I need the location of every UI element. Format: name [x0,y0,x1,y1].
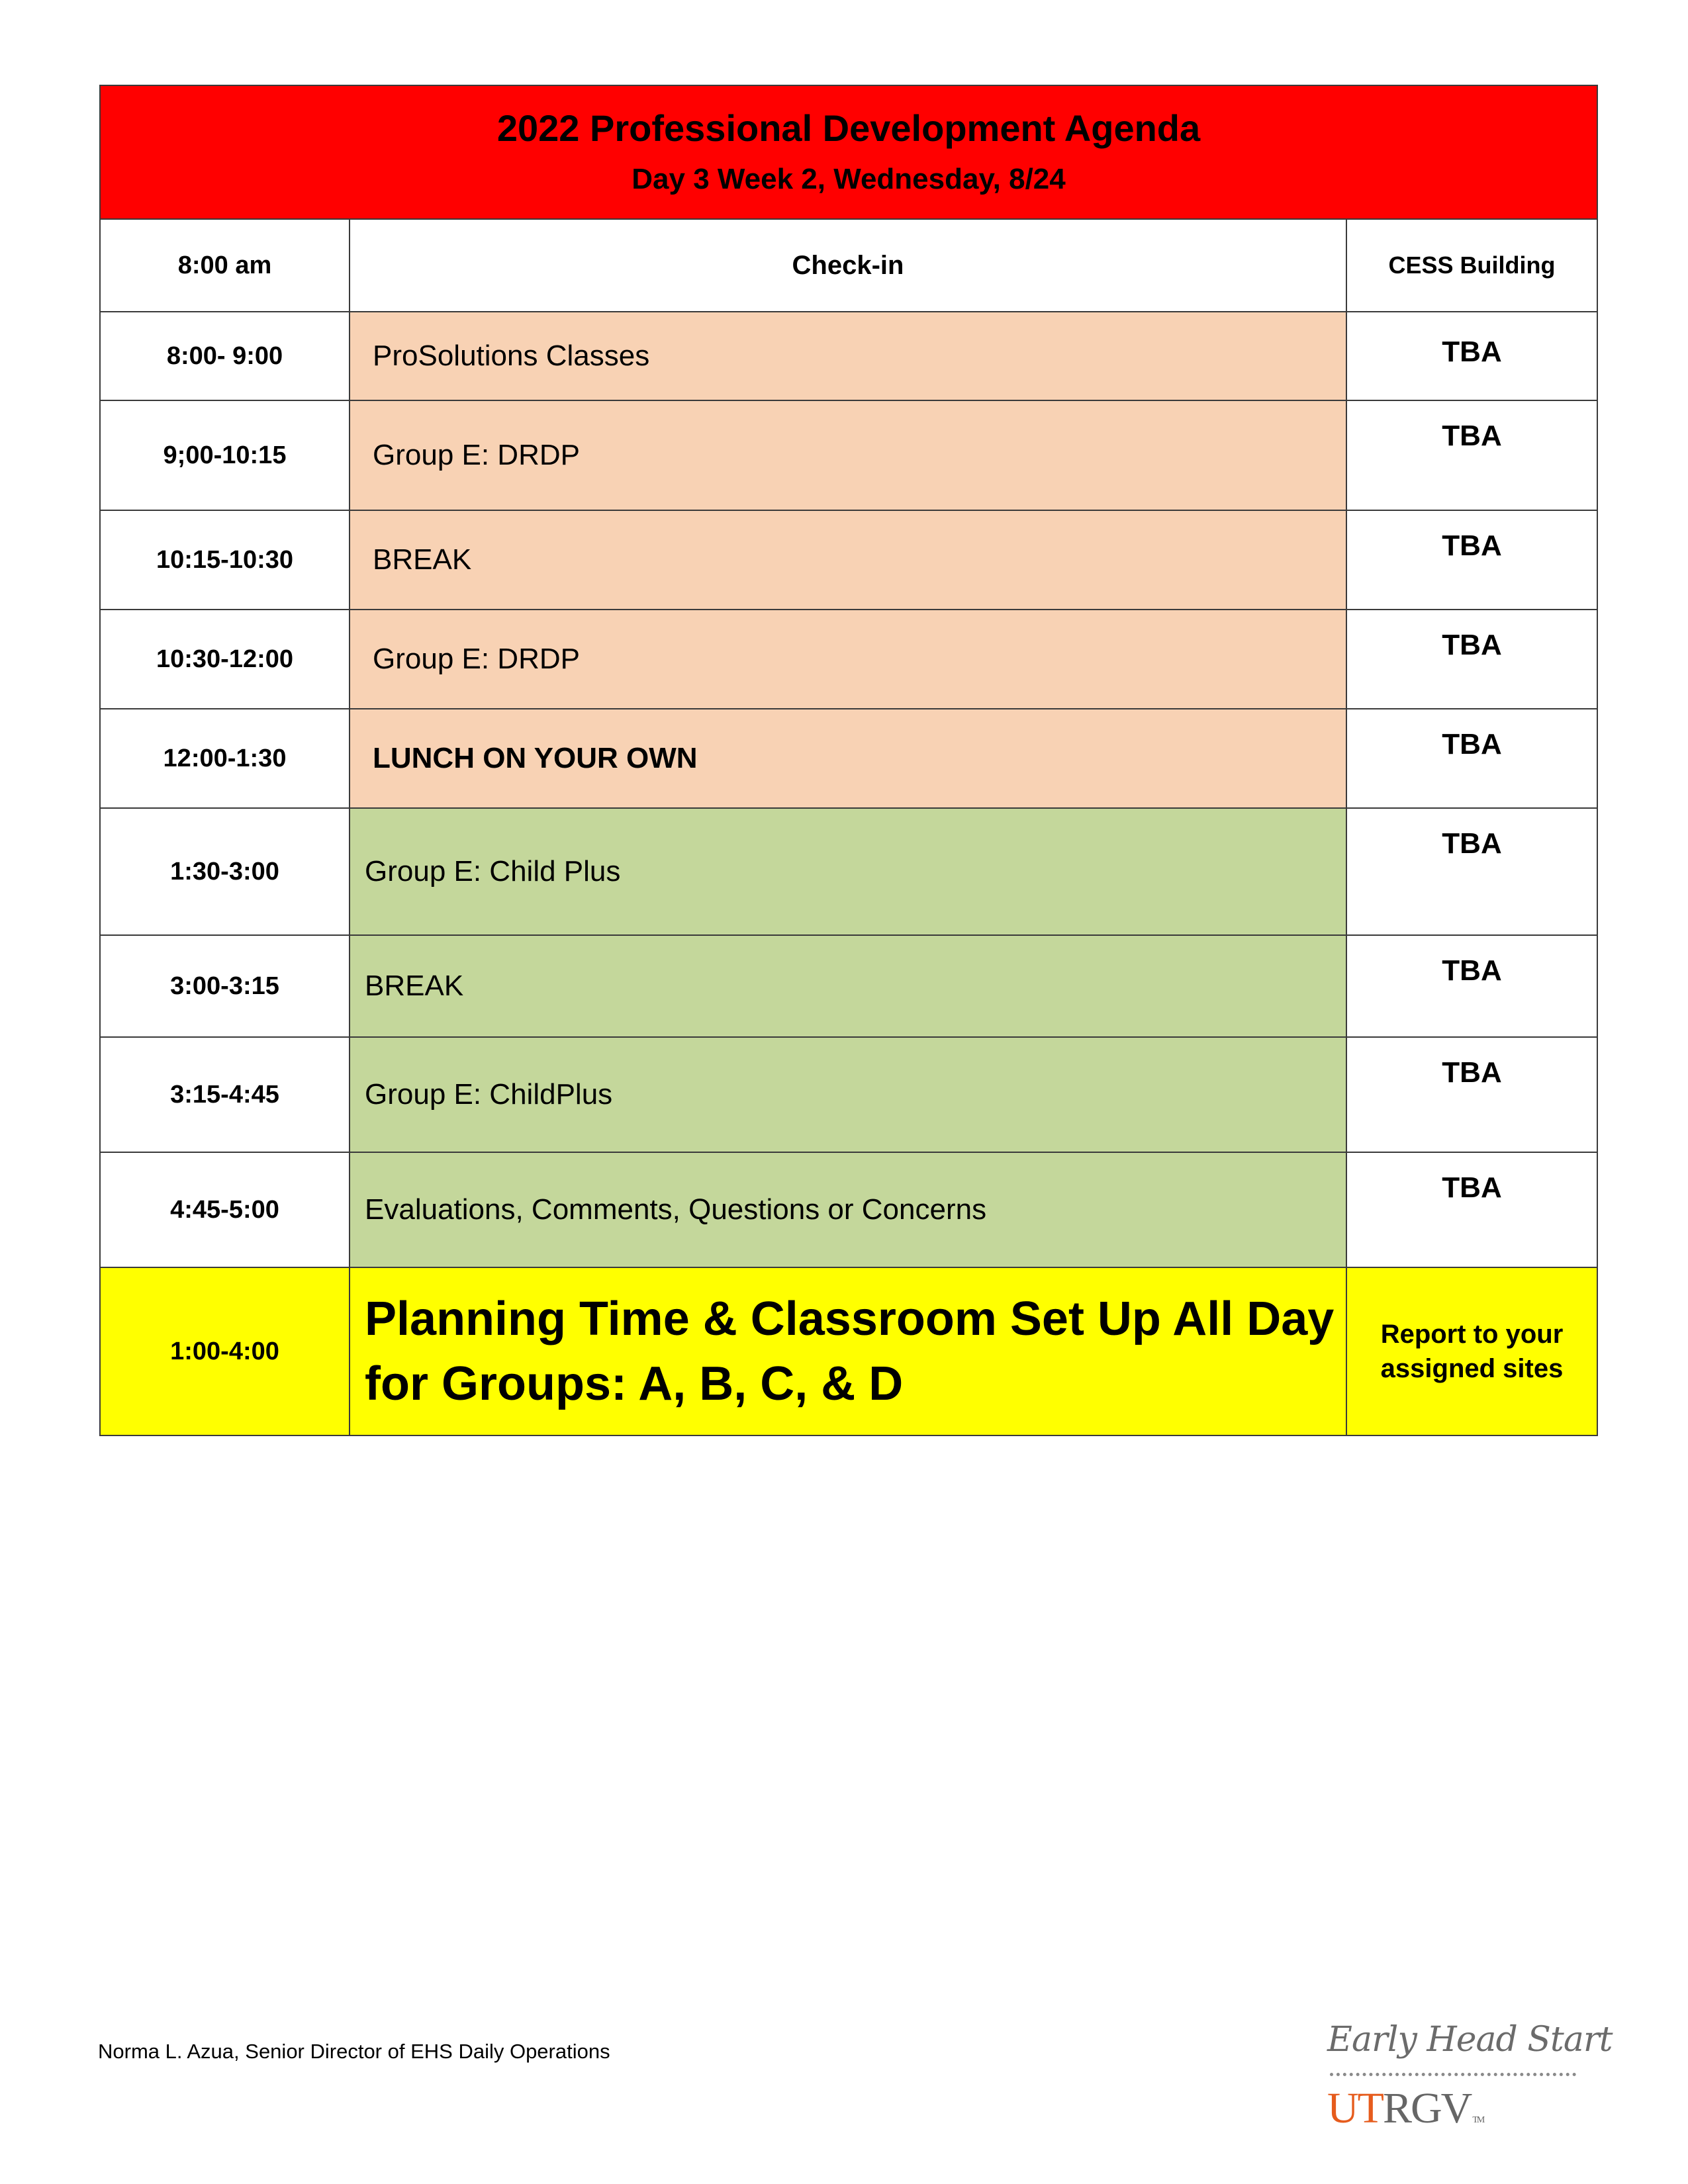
table-row [100,935,1597,1037]
logo-trademark: TM [1472,2115,1484,2125]
row-location-text: TBA [1442,336,1502,368]
table-row-planning [100,1267,1597,1435]
row-location: Report to your assigned sites [1346,1267,1597,1435]
table-row [100,1037,1597,1152]
logo-dotted-divider [1330,2073,1576,2076]
row-time: 12:00-1:30 [100,709,350,808]
row-activity: Group E: DRDP [350,610,1346,709]
row-activity: Planning Time & Classroom Set Up All Day for Groups: A, B, C, & D [350,1267,1346,1435]
row-location-text: TBA [1442,420,1502,452]
logo-rgv: RGV [1382,2084,1472,2132]
row-location [1346,610,1597,709]
logo-ut: UT [1327,2084,1383,2132]
row-location-text: TBA [1442,728,1502,760]
table-row [100,219,1597,312]
row-time: 10:15-10:30 [100,510,350,610]
row-location-text: TBA [1442,827,1502,860]
row-time: 10:30-12:00 [100,610,350,709]
row-activity: BREAK [350,935,1346,1037]
table-row [100,1152,1597,1267]
early-head-start-utrgv-logo [1327,2020,1613,2139]
row-location [1346,312,1597,400]
row-activity: ProSolutions Classes [350,312,1346,400]
table-row [100,709,1597,808]
row-location-text: TBA [1442,629,1502,661]
row-time: 8:00- 9:00 [100,312,350,400]
row-location [1346,709,1597,808]
row-location [1346,1037,1597,1152]
row-location-text: TBA [1442,1171,1502,1204]
agenda-table [99,85,1598,1436]
agenda-subtitle: Day 3 Week 2, Wednesday, 8/24 [632,163,1066,195]
row-time: 8:00 am [100,219,350,312]
agenda-header-cell [100,85,1597,219]
row-location-text: TBA [1442,954,1502,987]
row-activity: Evaluations, Comments, Questions or Concerns [350,1152,1346,1267]
logo-program-name: Early Head Start [1327,2020,1613,2060]
table-row [100,510,1597,610]
row-time: 3:00-3:15 [100,935,350,1037]
row-time: 1:30-3:00 [100,808,350,935]
row-time: 1:00-4:00 [100,1267,350,1435]
table-row [100,610,1597,709]
row-activity: Group E: Child Plus [350,808,1346,935]
row-time: 4:45-5:00 [100,1152,350,1267]
logo-utrgv-wordmark [1327,2083,1483,2134]
row-location [1346,808,1597,935]
row-time: 9;00-10:15 [100,400,350,510]
agenda-title: 2022 Professional Development Agenda [496,107,1201,149]
row-activity: LUNCH ON YOUR OWN [350,709,1346,808]
row-activity: Group E: DRDP [350,400,1346,510]
row-location: CESS Building [1346,219,1597,312]
row-location [1346,1152,1597,1267]
agenda-header [100,85,1597,219]
table-row [100,312,1597,400]
row-activity: Check-in [350,219,1346,312]
row-location [1346,935,1597,1037]
row-location-text: TBA [1442,529,1502,562]
table-row [100,400,1597,510]
row-location-text: TBA [1442,1056,1502,1089]
row-time: 3:15-4:45 [100,1037,350,1152]
row-activity: BREAK [350,510,1346,610]
row-location [1346,510,1597,610]
table-row [100,808,1597,935]
footer-author: Norma L. Azua, Senior Director of EHS Daily Operations [98,2040,610,2063]
row-location [1346,400,1597,510]
row-activity: Group E: ChildPlus [350,1037,1346,1152]
